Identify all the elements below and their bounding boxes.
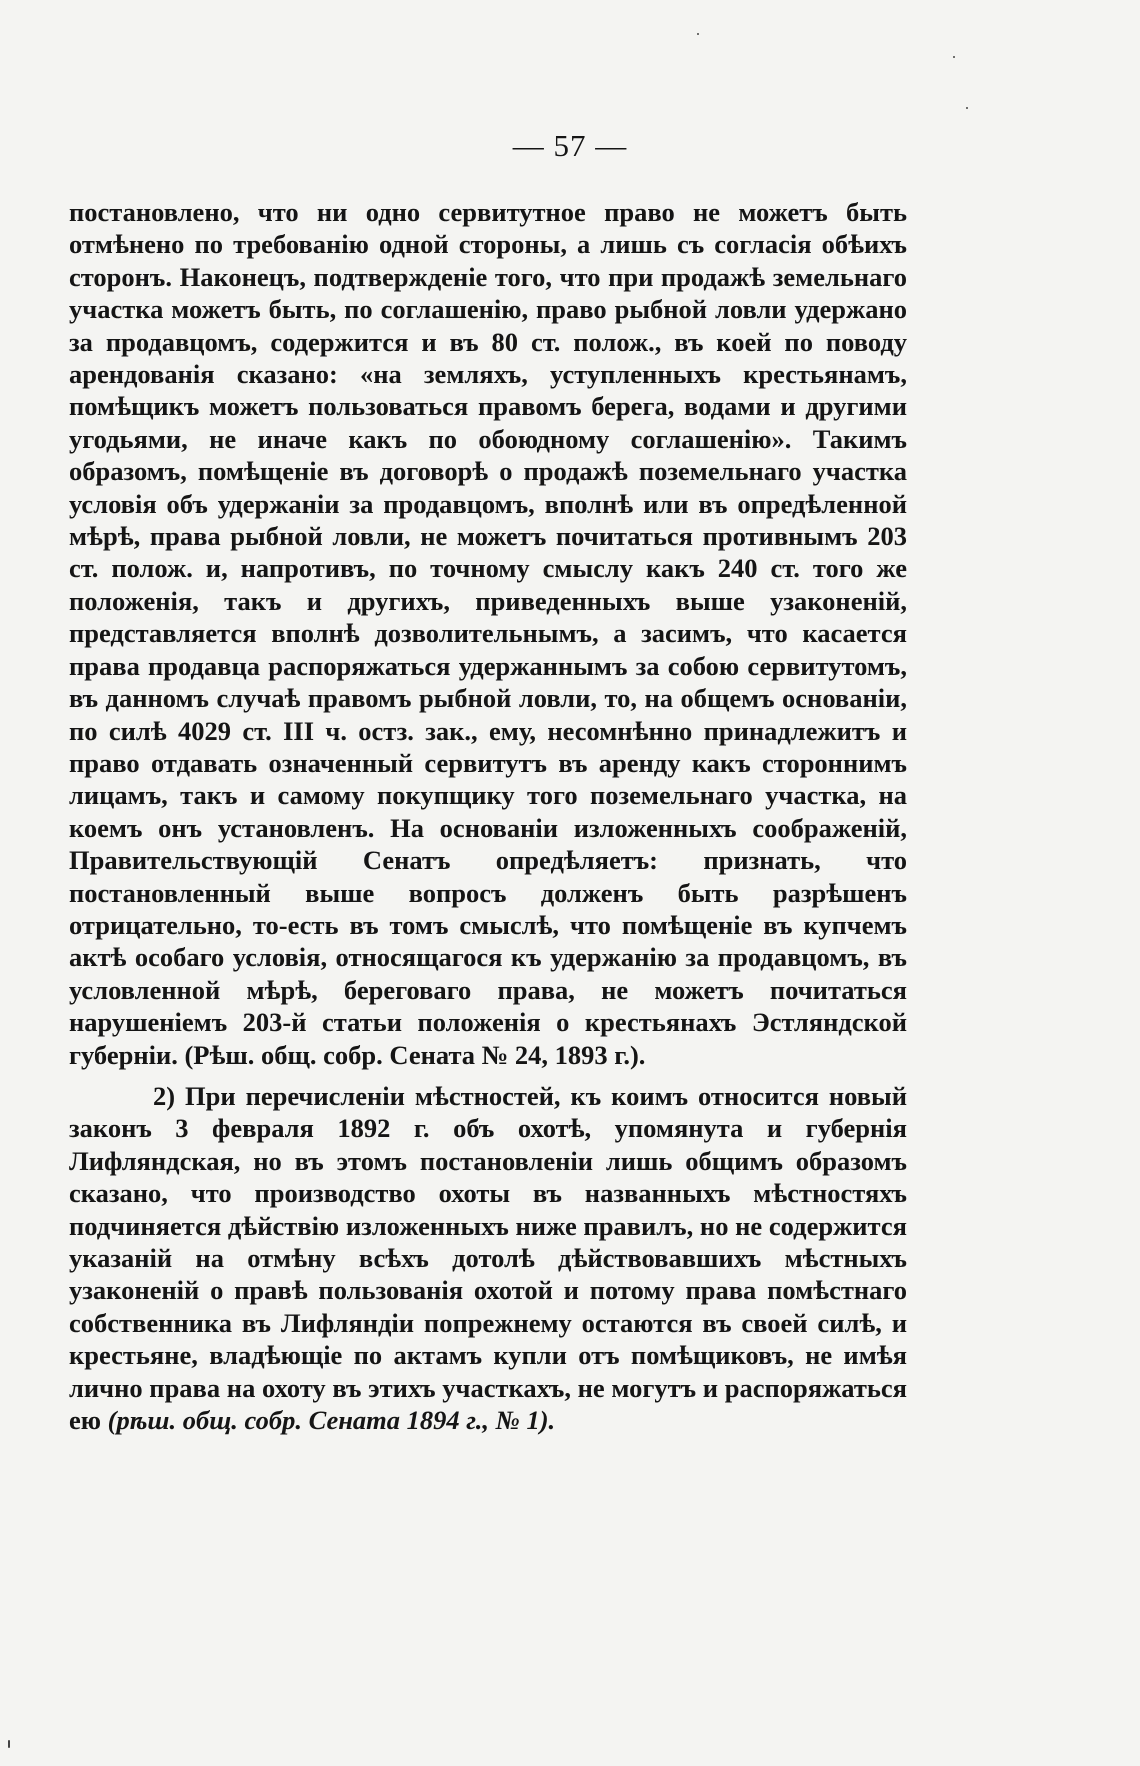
paragraph-2-text: 2) При перечисленіи мѣстностей, къ коимъ относится новый законъ 3 февраля 1892 г. объ охотѣ, упомянута и губернія Лифляндская, но въ этомъ постановленіи лишь общимъ образомъ сказано, что производство охоты въ названныхъ мѣстностяхъ подчиняется дѣйствію изложенныхъ ниже правилъ, но не содержится указаній на отмѣну всѣхъ дотолѣ дѣйствовавшихъ мѣстныхъ узаконеній о правѣ пользованія охотой и потому права помѣстнаго собственника въ Лифляндіи попрежнему остаются въ своей силѣ, и крестьяне, владѣющіе по актамъ купли отъ помѣщиковъ, не имѣя лично права на охоту въ этихъ участкахъ, не могутъ и распоряжаться ею [69,1080,907,1436]
print-speck [953,56,955,58]
paragraph-2 [69,1080,907,1436]
paragraph-2-citation: (рѣш. общ. собр. Сената 1894 г., № 1). [107,1405,556,1436]
page-number: — 57 — [512,128,628,163]
print-speck [8,1740,10,1748]
print-speck [697,33,699,35]
body-text [69,196,907,1436]
paragraph-1: постановлено, что ни одно сервитутное право не можетъ быть отмѣнено по требованію одной стороны, а лишь съ согласія обѣихъ сторонъ. Наконецъ, подтвержденіе того, что при продажѣ земельнаго участка можетъ быть, по соглашенію, право рыбной ловли удержано за продавцомъ, содержится и въ 80 ст. полож., въ коей по поводу арендованія сказано: «на земляхъ, уступленныхъ крестьянамъ, помѣщикъ можетъ пользоваться правомъ берега, водами и другими угодьями, не иначе какъ по обоюдному соглашенію». Такимъ образомъ, помѣщеніе въ договорѣ о продажѣ поземельнаго участка условія объ удержаніи за продавцомъ, вполнѣ или въ опредѣленной мѣрѣ, права рыбной ловли, не можетъ почитаться противнымъ 203 ст. полож. и, напротивъ, по точному смыслу какъ 240 ст. того же положенія, такъ и другихъ, приведенныхъ выше узаконеній, представляется вполнѣ дозволительнымъ, а засимъ, что касается права продавца распоряжаться удержаннымъ за собою сервитутомъ, въ данномъ случаѣ правомъ рыбной ловли, то, на общемъ основаніи, по силѣ 4029 ст. III ч. остз. зак., ему, несомнѣнно принадлежитъ и право отдавать означенный сервитутъ въ аренду какъ стороннимъ лицамъ, такъ и самому покупщику того поземельнаго участка, на коемъ онъ установленъ. На основаніи изложенныхъ соображеній, Правительствующій Сенатъ опредѣляетъ: признать, что постановленный выше вопросъ долженъ быть разрѣшенъ отрицательно, то-есть въ томъ смыслѣ, что помѣщеніе въ купчемъ актѣ особаго условія, относящагося къ удержанію за продавцомъ, въ условленной мѣрѣ, береговаго права, не можетъ почитаться нарушеніемъ 203-й статьи положенія о крестьянахъ Эстляндской губерніи. (Рѣш. общ. собр. Сената № 24, 1893 г.). [69,197,907,1070]
print-speck [966,107,968,109]
